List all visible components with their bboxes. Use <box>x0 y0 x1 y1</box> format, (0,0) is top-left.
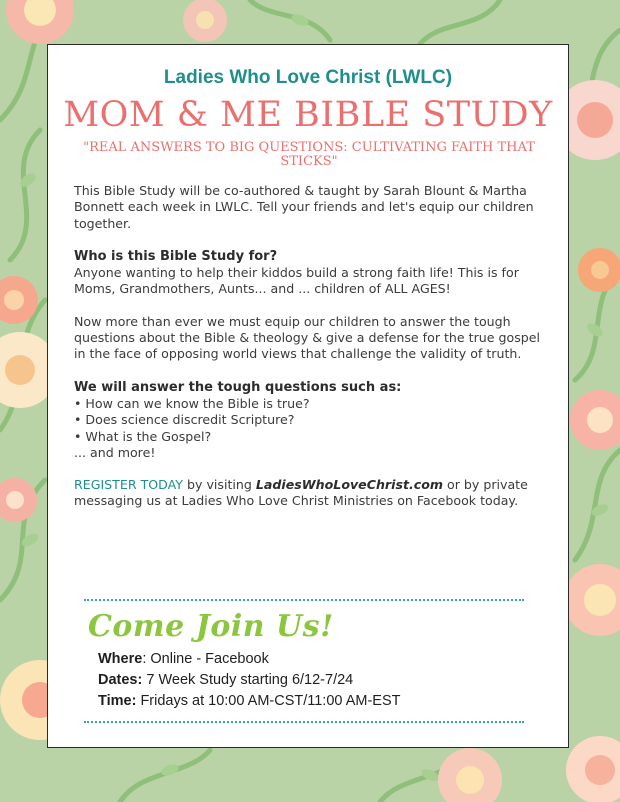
flower-right-lower <box>564 564 620 636</box>
list-item: • How can we know the Bible is true? <box>74 395 310 411</box>
list-item: • What is the Gospel? <box>74 428 212 444</box>
who-heading: Who is this Bible Study for? <box>74 248 278 264</box>
flyer-card <box>47 44 569 748</box>
list-item: • Does science discredit Scripture? <box>74 412 295 428</box>
dotted-divider-bottom <box>84 721 524 723</box>
dates-label: Dates: <box>98 672 143 688</box>
register-text-1: by visiting <box>183 477 256 493</box>
flower-top-mid <box>183 0 227 42</box>
website-link[interactable]: LadiesWhoLoveChrist.com <box>255 477 443 493</box>
event-details <box>98 649 400 712</box>
org-name: Ladies Who Love Christ (LWLC) <box>163 67 453 88</box>
flower-left-pink <box>0 478 37 522</box>
time-row <box>98 691 400 712</box>
flower-bottom-mid <box>438 748 502 802</box>
page-subtitle: "REAL ANSWERS TO BIG QUESTIONS: CULTIVATING FAITH THAT STICKS" <box>83 140 535 169</box>
intro-text: This Bible Study will be co-authored & taught by Sarah Blount & Martha Bonnett each week in LWLC. Tell your friends and let's equip our children together. <box>74 183 534 231</box>
dates-value: 7 Week Study starting 6/12-7/24 <box>142 672 354 688</box>
dates-row <box>98 670 400 691</box>
who-section <box>74 248 549 298</box>
flower-top-left <box>6 0 74 44</box>
time-label: Time: <box>98 693 137 709</box>
cta-heading: Come Join Us! <box>88 609 334 644</box>
list-item: ... and more! <box>74 444 156 460</box>
questions-heading: We will answer the tough questions such as: <box>74 379 402 395</box>
register-section <box>74 477 549 510</box>
questions-section <box>74 379 549 461</box>
flower-bottom-right <box>566 736 620 802</box>
flower-right-orange <box>578 248 620 292</box>
where-label: Where <box>98 651 143 667</box>
who-text: Anyone wanting to help their kiddos build a strong faith life! This is for Moms, Grandmothers, Aunts... and ... children of ALL AGES! <box>74 265 519 297</box>
where-row <box>98 649 400 670</box>
register-text-2: or by private messaging us at Ladies Who Love Christ Ministries on Facebook today. <box>74 477 528 509</box>
where-value: : Online - Facebook <box>142 651 269 667</box>
dotted-divider-top <box>84 599 524 601</box>
page-title: MOM & ME BIBLE STUDY <box>63 95 553 135</box>
register-link[interactable]: REGISTER TODAY <box>74 477 183 493</box>
flyer-body <box>74 183 549 526</box>
flower-right-pink <box>570 390 620 450</box>
why-text: Now more than ever we must equip our children to answer the tough questions about the Bible & theology & give a defense for the true gospel in the face of opposing world views that challenge the validity of truth. <box>74 313 541 362</box>
time-value: Fridays at 10:00 AM-CST/11:00 AM-EST <box>136 693 401 709</box>
